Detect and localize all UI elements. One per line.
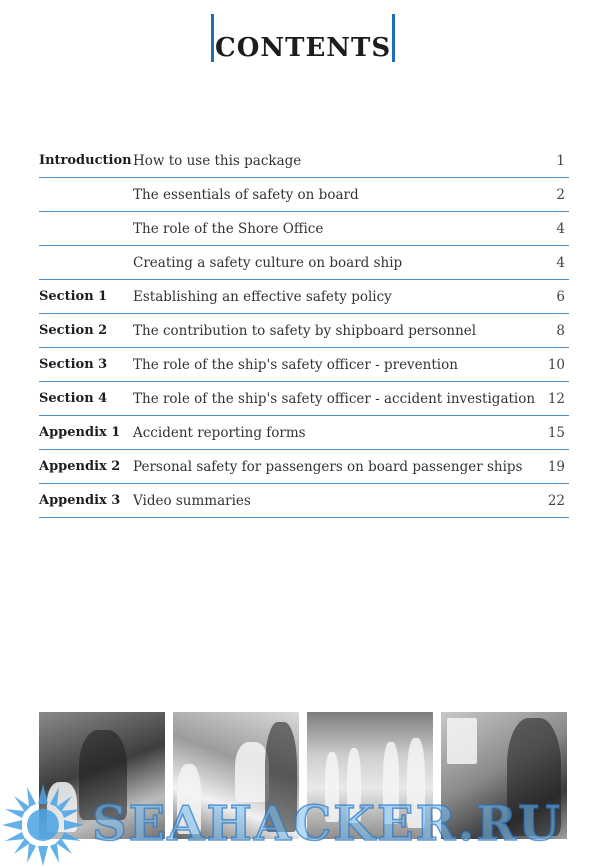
title-accent-bar-right — [392, 14, 395, 62]
toc-entry-title[interactable]: Accident reporting forms — [133, 425, 306, 441]
toc-page-number: 1 — [556, 153, 565, 169]
table-of-contents — [39, 144, 569, 518]
toc-entry-title[interactable]: Personal safety for passengers on board passenger ships — [133, 459, 523, 475]
toc-section-label: Appendix 3 — [39, 493, 121, 508]
toc-entry-title[interactable]: The role of the ship's safety officer - prevention — [133, 357, 458, 373]
toc-entry-title[interactable]: The essentials of safety on board — [133, 187, 359, 203]
toc-entry-title[interactable]: Creating a safety culture on board ship — [133, 255, 403, 271]
toc-entry-title[interactable]: The role of the ship's safety officer - accident investigation — [133, 391, 536, 407]
toc-entry-title[interactable]: Video summaries — [133, 493, 251, 509]
toc-page-number: 10 — [547, 357, 565, 373]
toc-entry-title[interactable]: How to use this package — [133, 153, 302, 169]
sun-icon — [0, 782, 86, 868]
toc-entry-title[interactable]: The contribution to safety by shipboard personnel — [133, 323, 477, 339]
toc-page-number: 22 — [547, 493, 565, 509]
toc-section-label: Appendix 2 — [39, 459, 121, 474]
toc-row[interactable] — [39, 450, 569, 484]
toc-section-label: Section 1 — [39, 289, 108, 304]
toc-page-number: 8 — [556, 323, 565, 339]
watermark-text: SEAHACKER.RU — [92, 796, 562, 852]
toc-page-number: 15 — [547, 425, 565, 441]
toc-page-number: 6 — [556, 289, 565, 305]
toc-row[interactable] — [39, 212, 569, 246]
toc-row[interactable] — [39, 246, 569, 280]
page-header — [0, 12, 603, 66]
toc-divider — [39, 517, 569, 518]
toc-page-number: 4 — [556, 255, 565, 271]
toc-row[interactable] — [39, 348, 569, 382]
toc-row[interactable] — [39, 144, 569, 178]
page-title: CONTENTS — [215, 33, 392, 63]
toc-row[interactable] — [39, 484, 569, 518]
toc-section-label: Section 4 — [39, 391, 108, 406]
toc-page-number: 4 — [556, 221, 565, 237]
toc-section-label: Appendix 1 — [39, 425, 121, 440]
toc-row[interactable] — [39, 314, 569, 348]
toc-page-number: 2 — [556, 187, 565, 203]
toc-row[interactable] — [39, 382, 569, 416]
toc-row[interactable] — [39, 416, 569, 450]
toc-page-number: 12 — [547, 391, 565, 407]
watermark — [0, 772, 603, 866]
toc-section-label: Section 2 — [39, 323, 108, 338]
toc-page-number: 19 — [547, 459, 565, 475]
toc-section-label: Introduction — [39, 153, 132, 168]
title-accent-bar-left — [211, 14, 214, 62]
toc-row[interactable] — [39, 178, 569, 212]
toc-row[interactable] — [39, 280, 569, 314]
toc-entry-title[interactable]: Establishing an effective safety policy — [133, 289, 392, 305]
toc-entry-title[interactable]: The role of the Shore Office — [133, 221, 324, 237]
toc-section-label: Section 3 — [39, 357, 108, 372]
